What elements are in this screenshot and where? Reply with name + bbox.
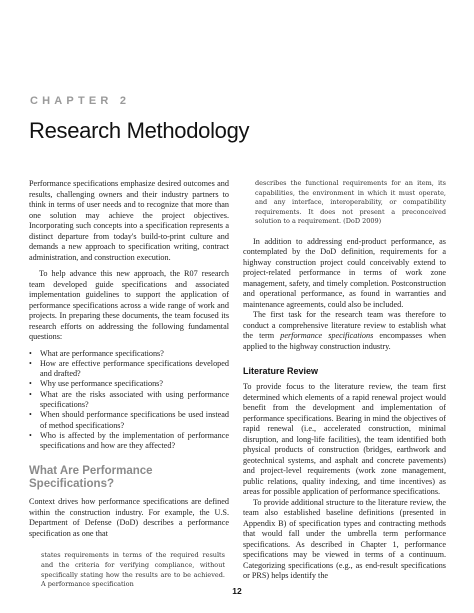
right-column xyxy=(243,179,446,582)
list-item: • What are the risks associated with using performance specifications? xyxy=(29,389,229,409)
bullet-icon: • xyxy=(29,389,32,399)
bullet-icon: • xyxy=(29,358,32,368)
list-item: • Why use performance specifications? xyxy=(29,379,163,389)
left-column xyxy=(29,179,229,590)
emphasized-term: performance specifications xyxy=(280,331,374,341)
chapter-title: Research Methodology xyxy=(29,118,250,143)
intro-paragraph: Performance specifications emphasize desired outcomes and results, challenging owners and their industry partners to think in terms of user needs and to recognize that more than one solution may achieve the project objectives. Incorporating such concepts into a specification represents a distinct departure from today's build-to-print culture and demands a new approach to specification writing, contract administration, and construction execution. xyxy=(29,179,229,262)
baseline-definitions-paragraph: To provide additional structure to the literature review, the team also established baseline definitions (presented in Appendix B) of specification types and contracting methods that would fall under the umbrella term performance specifications. As described in Chapter 1, performance specifications may be viewed in terms of a continuum. Categorizing specifications (e.g., as end-result specifications or PRS) helps identify the xyxy=(243,497,446,581)
bullet-icon: • xyxy=(29,430,32,440)
bullet-icon: • xyxy=(29,379,32,389)
section-heading-literature-review: Literature Review xyxy=(243,366,319,377)
literature-focus-paragraph: To provide focus to the literature review, the team first determined which elements of a rapid renewal project would benefit from the development and implementation of performance specifications. Bearing in mind the objectives of rapid renewal (i.e., accelerated construction, minimal disruption, and long-life facilities), the team identified both physical products of construction (bridges, earthwork and geotechnical systems, and asphalt and concrete pavements) and project-level requirements (work zone management, public relations, quality indexing, and time incentives) as areas for possible application of performance specifications. xyxy=(243,382,446,497)
bullet-icon: • xyxy=(29,410,32,420)
dod-quote-continued: describes the functional requirements for an item, its capabilities, the environment in which it must operate, and any interface, interoperability, or compatibility requirements. It does not present a preconceived solution to a requirement. (DoD 2009) xyxy=(255,179,446,226)
questions-list xyxy=(29,349,229,452)
approach-paragraph: To help advance this new approach, the R07 research team developed guide specifications and associated implementation guidelines to support the application of performance specifications across a wide range of work and projects. In preparing these documents, the team focused its research efforts on addressing the following fundamental questions: xyxy=(29,269,229,341)
list-item: • Who is affected by the implementation of performance specifications and how are they affected? xyxy=(29,430,229,451)
page-number: 12 xyxy=(232,586,242,596)
chapter-label: CHAPTER 2 xyxy=(30,95,131,107)
first-task-paragraph: The first task for the research team was therefore to conduct a comprehensive literature review to establish what the term performance specifications encompasses when applied to the highway construction industry. xyxy=(243,310,446,351)
list-item: • What are performance specifications? xyxy=(29,348,164,358)
context-paragraph: Context drives how performance specifications are defined within the construction industry. For example, the U.S. Department of Defense (DoD) describes a performance specification as one that xyxy=(29,497,229,538)
list-item: • When should performance specifications be used instead of method specifications? xyxy=(29,410,229,430)
dod-quote-start: states requirements in terms of the required results and the criteria for verifying compliance, without specifically stating how the results are to be achieved. A performance specification xyxy=(41,551,225,589)
end-product-paragraph: In addition to addressing end-product performance, as contemplated by the DoD definition, requirements for a highway construction project could conceivably extend to project-related performance in terms of work zone management, safety, and timely completion. Postconstruction and operational performance, as found in warranties and maintenance agreements, could also be included. xyxy=(243,236,446,309)
list-item: • How are effective performance specifications developed and drafted? xyxy=(29,358,229,379)
bullet-icon: • xyxy=(29,348,32,358)
section-heading-performance-specs: What Are Performance Specifications? xyxy=(29,465,153,491)
